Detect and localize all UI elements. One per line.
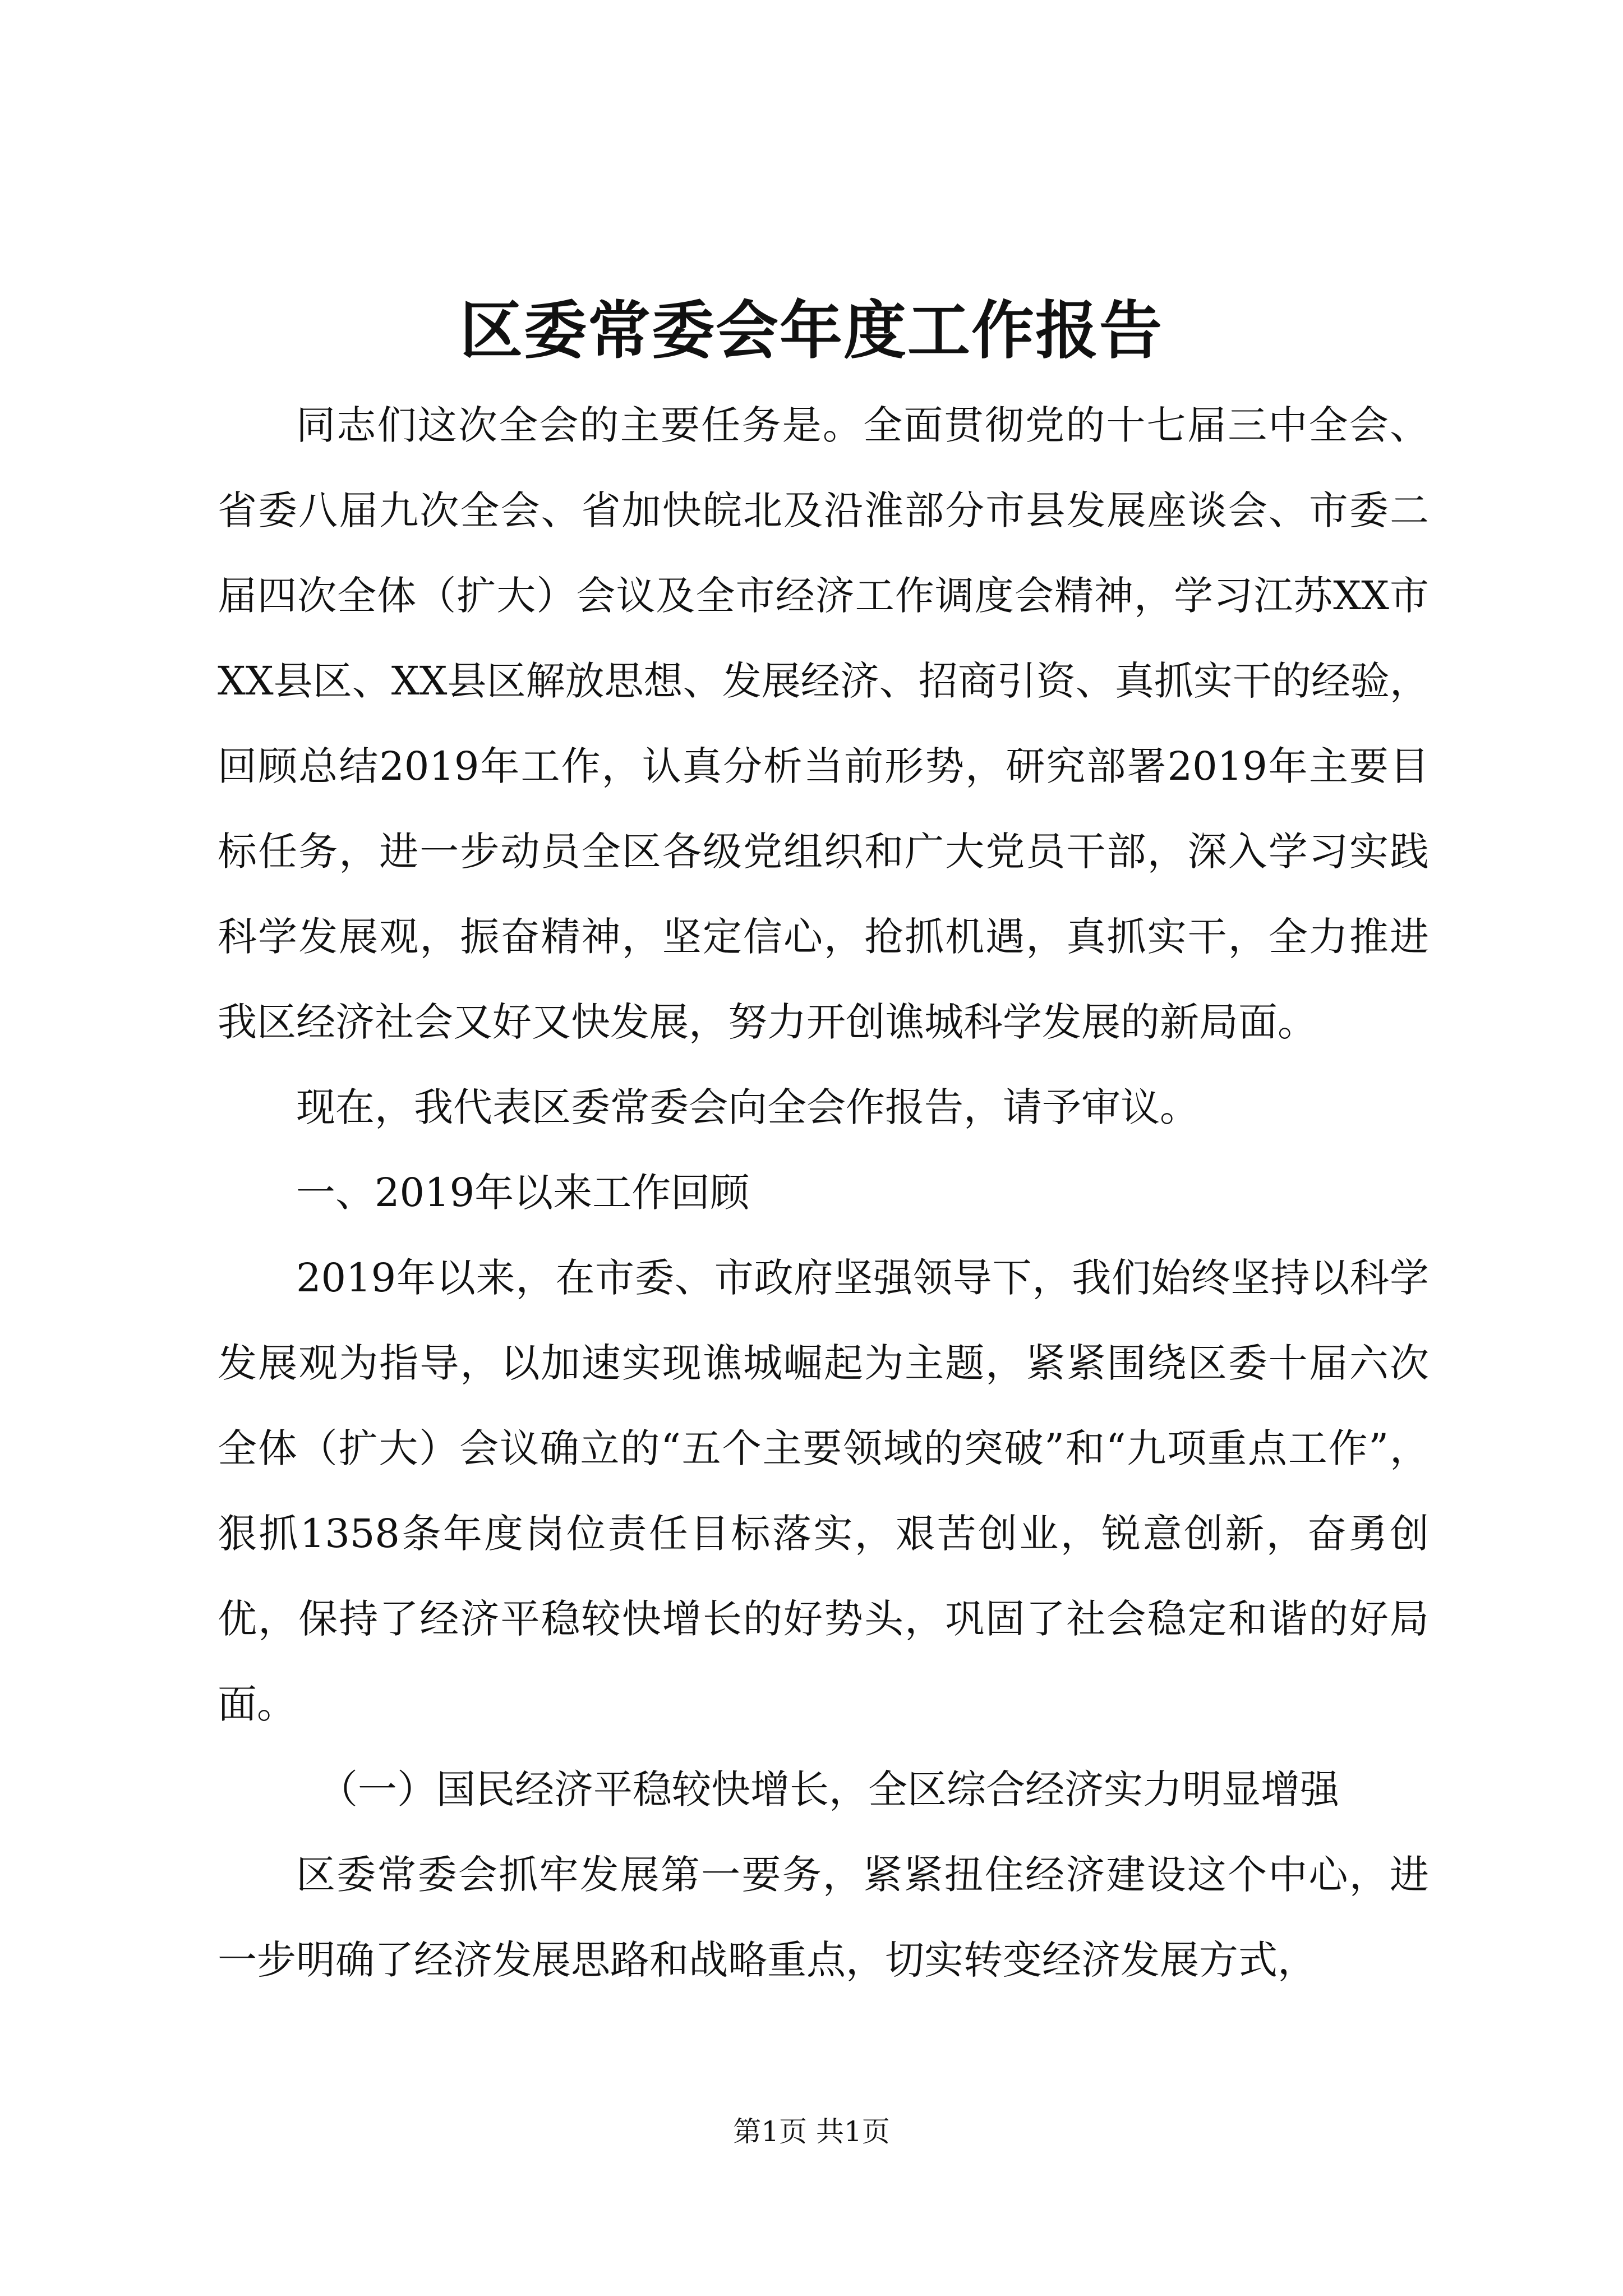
page-number-footer: 第1页 共1页 bbox=[733, 2115, 890, 2148]
paragraph-intro: 同志们这次全会的主要任务是。全面贯彻党的十七届三中全会、省委八届九次全会、省加快皖北及沿淮部分市县发展座谈会、市委二届四次全体（扩大）会议及全市经济工作调度会精神，学习江苏XX市XX县区、XX县区解放思想、发展经济、招商引资、真抓实干的经验，回顾总结2019年工作，认真分析当前形势，研究部署2019年主要目标任务，进一步动员全区各级党组织和广大党员干部，深入学习实践科学发展观，振奋精神，坚定信心，抢抓机遇，真抓实干，全力推进我区经济社会又好又快发展，努力开创谯城科学发展的新局面。 bbox=[218, 402, 1429, 1045]
paragraph-report-statement: 现在，我代表区委常委会向全会作报告，请予审议。 bbox=[296, 1084, 1199, 1130]
document-body bbox=[218, 383, 1429, 2003]
paragraph-review-summary: 2019年以来，在市委、市政府坚强领导下，我们始终坚持以科学发展观为指导，以加速实现谯城崛起为主题，紧紧围绕区委十届六次全体（扩大）会议确立的“五个主要领域的突破”和“九项重点工作”，狠抓1358条年度岗位责任目标落实，艰苦创业，锐意创新，奋勇创优，保持了经济平稳较快增长的好势头，巩固了社会稳定和谐的好局面。 bbox=[218, 1255, 1429, 1727]
paragraph-economy: 区委常委会抓牢发展第一要务，紧紧扭住经济建设这个中心，进一步明确了经济发展思路和战略重点，切实转变经济发展方式， bbox=[218, 1852, 1429, 1983]
subsection-heading-economy: （一）国民经济平稳较快增长，全区综合经济实力明显增强 bbox=[319, 1766, 1339, 1812]
document-title: 区委常委会年度工作报告 bbox=[460, 294, 1163, 367]
section-heading-review: 一、2019年以来工作回顾 bbox=[296, 1170, 750, 1216]
